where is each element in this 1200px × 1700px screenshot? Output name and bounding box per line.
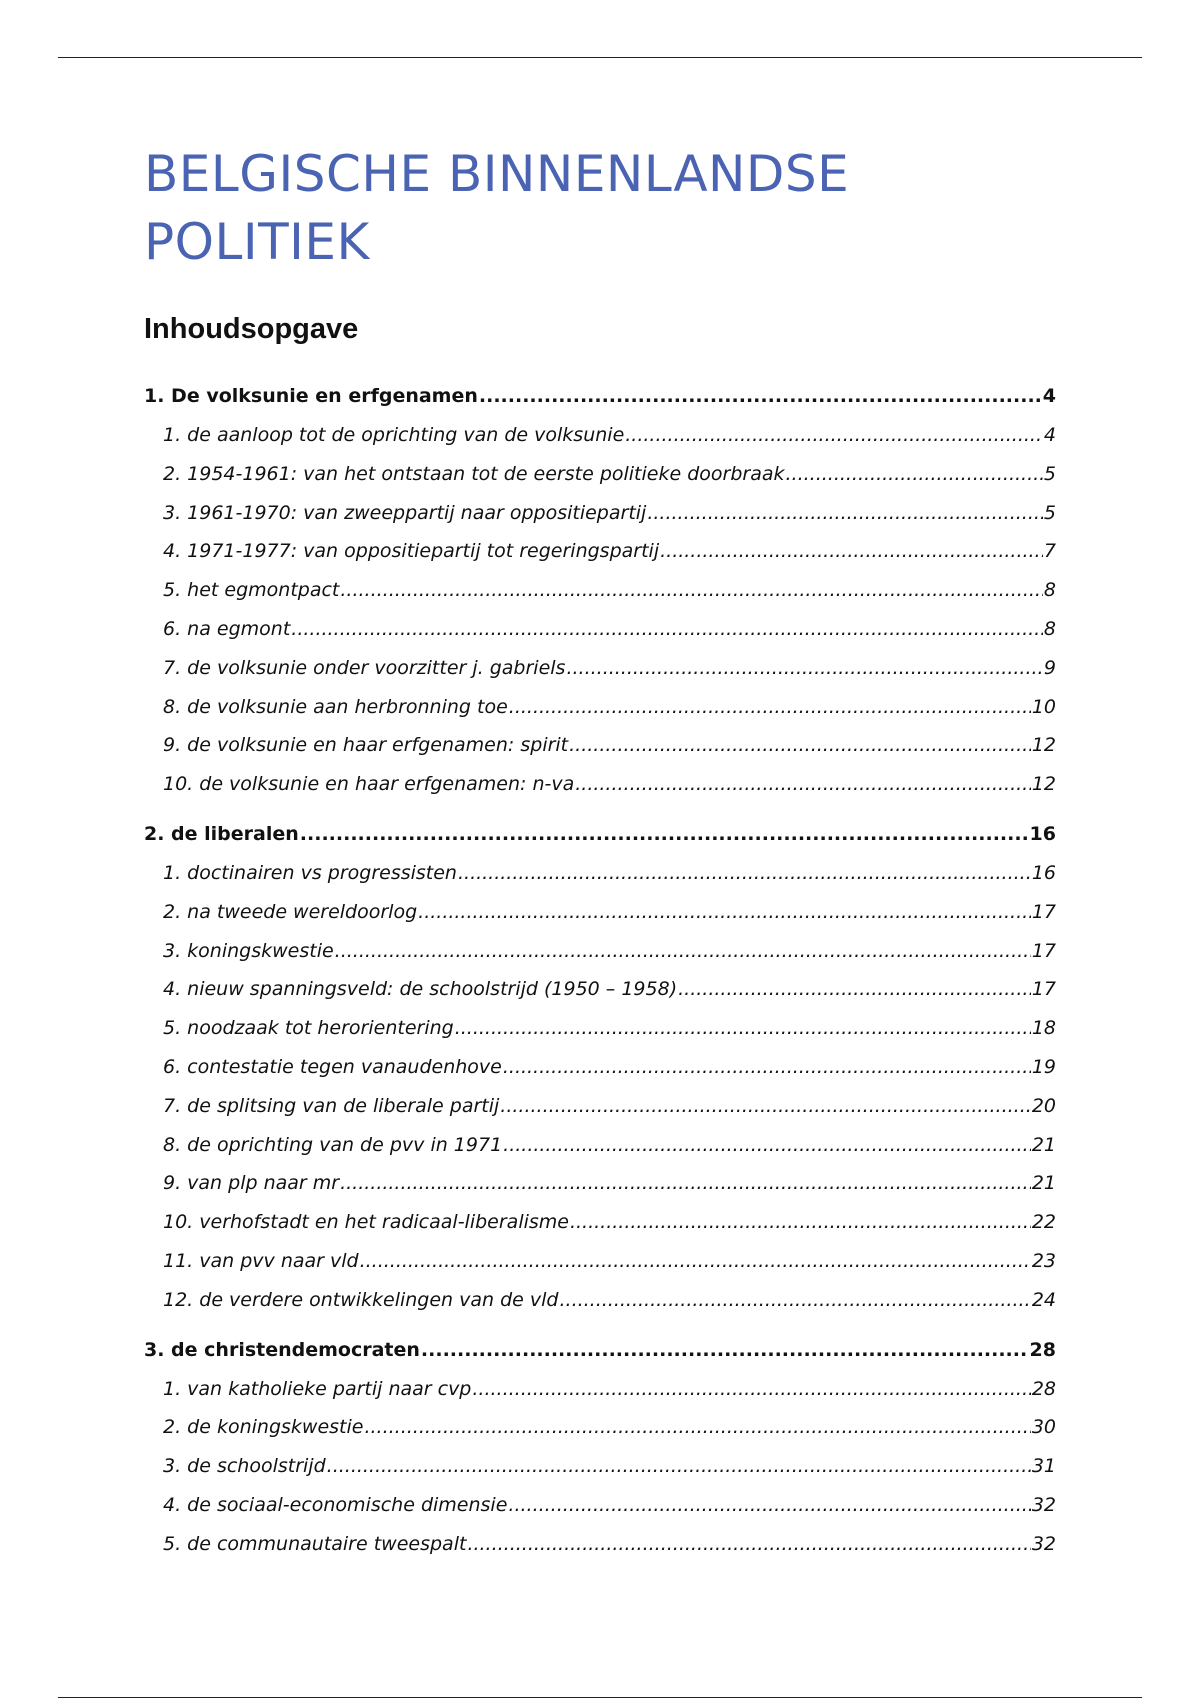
toc-sub-label: 11. van pvv naar vld <box>163 1249 359 1272</box>
toc-sub-page: 30 <box>1031 1416 1056 1439</box>
toc-section <box>144 814 1056 1320</box>
document-title <box>144 140 1056 276</box>
toc-sub-label: 7. de splitsing van de liberale partij <box>163 1094 500 1117</box>
page-content <box>144 140 1056 1574</box>
toc-sub-page: 8 <box>1043 617 1056 640</box>
toc-sub-page: 9 <box>1043 656 1056 679</box>
toc-chapter-label: 1. De volksunie en erfgenamen <box>144 385 478 407</box>
toc-sub-label: 1. de aanloop tot de oprichting van de volksunie <box>163 424 625 446</box>
toc-sub-page: 12 <box>1031 734 1056 757</box>
toc-sub-page: 23 <box>1031 1249 1056 1272</box>
toc-chapter-entry[interactable] <box>144 1330 1056 1370</box>
toc-sub-label: 9. de volksunie en haar erfgenamen: spirit <box>163 734 569 757</box>
toc-sub-page: 31 <box>1031 1455 1056 1478</box>
toc-leader-dots <box>660 532 1043 571</box>
toc-sub-label: 7. de volksunie onder voorzitter j. gabriels <box>163 656 566 679</box>
title-line-2: POLITIEK <box>144 213 370 271</box>
toc-sub-entry[interactable] <box>144 765 1056 804</box>
toc-leader-dots <box>340 571 1043 610</box>
toc-sub-label: 8. de volksunie aan herbronning toe <box>163 695 508 718</box>
toc-sub-page: 21 <box>1031 1172 1056 1195</box>
toc-sub-page: 28 <box>1031 1377 1056 1400</box>
toc-leader-dots <box>575 765 1031 804</box>
toc-sub-label: 9. van plp naar mr <box>163 1172 340 1195</box>
toc-leader-dots <box>509 688 1031 727</box>
toc-chapter-label: 2. de liberalen <box>144 822 299 845</box>
toc-sub-page: 22 <box>1031 1211 1056 1234</box>
toc-leader-dots <box>467 1525 1030 1564</box>
toc-sub-page: 24 <box>1031 1288 1056 1311</box>
toc-sub-page: 18 <box>1031 1017 1056 1040</box>
toc-sub-label: 5. de communautaire tweespalt <box>163 1532 467 1555</box>
toc-sub-page: 5 <box>1043 462 1056 485</box>
toc-sub-label: 1. van katholieke partij naar cvp <box>163 1377 472 1400</box>
toc-sub-page: 32 <box>1031 1493 1056 1516</box>
toc-sub-label: 1. doctinairen vs progressisten <box>163 861 457 884</box>
toc-sub-label: 4. de sociaal-economische dimensie <box>163 1493 508 1516</box>
toc-leader-dots <box>625 416 1043 455</box>
toc-sub-entry[interactable] <box>144 1087 1056 1126</box>
toc-section <box>144 376 1056 804</box>
toc-sub-entry[interactable] <box>144 893 1056 932</box>
toc-sub-page: 8 <box>1043 579 1056 602</box>
toc-sub-entry[interactable] <box>144 970 1056 1009</box>
toc-chapter-page: 28 <box>1029 1338 1056 1361</box>
toc-sub-entry[interactable] <box>144 1009 1056 1048</box>
toc-sub-entry[interactable] <box>144 1203 1056 1242</box>
toc-sub-page: 21 <box>1031 1133 1056 1156</box>
table-of-contents <box>144 376 1056 1564</box>
toc-leader-dots <box>327 1447 1031 1486</box>
toc-sub-label: 10. de volksunie en haar erfgenamen: n-va <box>163 773 575 796</box>
toc-sub-page: 16 <box>1031 861 1056 884</box>
toc-leader-dots <box>291 610 1043 649</box>
toc-sub-label: 4. 1971-1977: van oppositiepartij tot regeringspartij <box>163 540 660 563</box>
toc-sub-page: 32 <box>1031 1532 1056 1555</box>
toc-sub-entry[interactable] <box>144 416 1056 455</box>
toc-sub-entry[interactable] <box>144 1370 1056 1409</box>
toc-sub-label: 4. nieuw spanningsveld: de schoolstrijd (1950 – 1958) <box>163 978 678 1001</box>
toc-sub-entry[interactable] <box>144 688 1056 727</box>
toc-sub-entry[interactable] <box>144 932 1056 971</box>
toc-sub-label: 6. na egmont <box>163 617 291 640</box>
toc-chapter-label: 3. de christendemocraten <box>144 1338 420 1361</box>
toc-sub-page: 20 <box>1031 1094 1056 1117</box>
toc-section <box>144 1330 1056 1564</box>
toc-chapter-entry[interactable] <box>144 814 1056 854</box>
toc-sub-entry[interactable] <box>144 1486 1056 1525</box>
toc-leader-dots <box>455 1009 1031 1048</box>
toc-sub-entry[interactable] <box>144 494 1056 533</box>
bottom-rule <box>58 1697 1142 1698</box>
toc-leader-dots <box>421 1330 1029 1370</box>
toc-leader-dots <box>364 1408 1030 1447</box>
toc-sub-page: 5 <box>1043 501 1056 524</box>
toc-sub-page: 12 <box>1031 773 1056 796</box>
toc-sub-entry[interactable] <box>144 571 1056 610</box>
toc-sub-entry[interactable] <box>144 1164 1056 1203</box>
toc-sub-page: 17 <box>1031 939 1056 962</box>
toc-sub-label: 3. de schoolstrijd <box>163 1455 326 1478</box>
toc-sub-entry[interactable] <box>144 1281 1056 1320</box>
toc-sub-label: 3. 1961-1970: van zweeppartij naar oppositiepartij <box>163 501 647 524</box>
toc-sub-label: 2. de koningskwestie <box>163 1416 364 1439</box>
toc-leader-dots <box>458 854 1031 893</box>
toc-heading: Inhoudsopgave <box>144 313 359 345</box>
toc-sub-entry[interactable] <box>144 726 1056 765</box>
toc-leader-dots <box>570 1203 1031 1242</box>
toc-leader-dots <box>569 726 1031 765</box>
toc-sub-entry[interactable] <box>144 610 1056 649</box>
toc-leader-dots <box>472 1370 1030 1409</box>
toc-sub-entry[interactable] <box>144 1447 1056 1486</box>
toc-sub-entry[interactable] <box>144 455 1056 494</box>
toc-leader-dots <box>503 1126 1031 1165</box>
toc-chapter-page: 16 <box>1029 822 1056 845</box>
toc-leader-dots <box>479 376 1042 416</box>
toc-sub-entry[interactable] <box>144 1525 1056 1564</box>
top-rule <box>58 57 1142 58</box>
toc-sub-entry[interactable] <box>144 649 1056 688</box>
toc-sub-label: 6. contestatie tegen vanaudenhove <box>163 1055 502 1078</box>
toc-sub-entry[interactable] <box>144 532 1056 571</box>
toc-sub-page: 10 <box>1031 695 1056 718</box>
toc-sub-entry[interactable] <box>144 1048 1056 1087</box>
toc-sub-page: 7 <box>1043 540 1056 563</box>
toc-sub-label: 10. verhofstadt en het radicaal-liberalisme <box>163 1211 569 1234</box>
toc-leader-dots <box>500 1087 1031 1126</box>
toc-sub-label: 2. na tweede wereldoorlog <box>163 900 418 923</box>
toc-leader-dots <box>786 455 1043 494</box>
toc-leader-dots <box>340 1164 1031 1203</box>
title-line-1: BELGISCHE BINNENLANDSE <box>144 145 850 203</box>
toc-leader-dots <box>566 649 1042 688</box>
toc-sub-entry[interactable] <box>144 1408 1056 1447</box>
toc-leader-dots <box>508 1486 1030 1525</box>
toc-sub-entry[interactable] <box>144 1126 1056 1165</box>
toc-chapter-page: 4 <box>1042 385 1056 407</box>
toc-sub-entry[interactable] <box>144 854 1056 893</box>
toc-sub-label: 2. 1954-1961: van het ontstaan tot de eerste politieke doorbraak <box>163 462 785 485</box>
toc-leader-dots <box>300 814 1029 854</box>
toc-sub-label: 5. noodzaak tot herorientering <box>163 1017 454 1040</box>
toc-sub-entry[interactable] <box>144 1242 1056 1281</box>
toc-sub-page: 4 <box>1043 424 1056 446</box>
toc-sub-label: 12. de verdere ontwikkelingen van de vld <box>163 1288 559 1311</box>
toc-leader-dots <box>418 893 1031 932</box>
toc-sub-label: 5. het egmontpact <box>163 579 340 602</box>
toc-leader-dots <box>647 494 1043 533</box>
toc-chapter-entry[interactable] <box>144 376 1056 416</box>
toc-sub-page: 17 <box>1031 900 1056 923</box>
toc-sub-page: 19 <box>1031 1055 1056 1078</box>
toc-leader-dots <box>503 1048 1031 1087</box>
toc-leader-dots <box>559 1281 1030 1320</box>
toc-leader-dots <box>678 970 1031 1009</box>
toc-sub-label: 8. de oprichting van de pvv in 1971 <box>163 1133 503 1156</box>
toc-leader-dots <box>360 1242 1031 1281</box>
toc-leader-dots <box>335 932 1031 971</box>
toc-sub-page: 17 <box>1031 978 1056 1001</box>
toc-sub-label: 3. koningskwestie <box>163 939 334 962</box>
